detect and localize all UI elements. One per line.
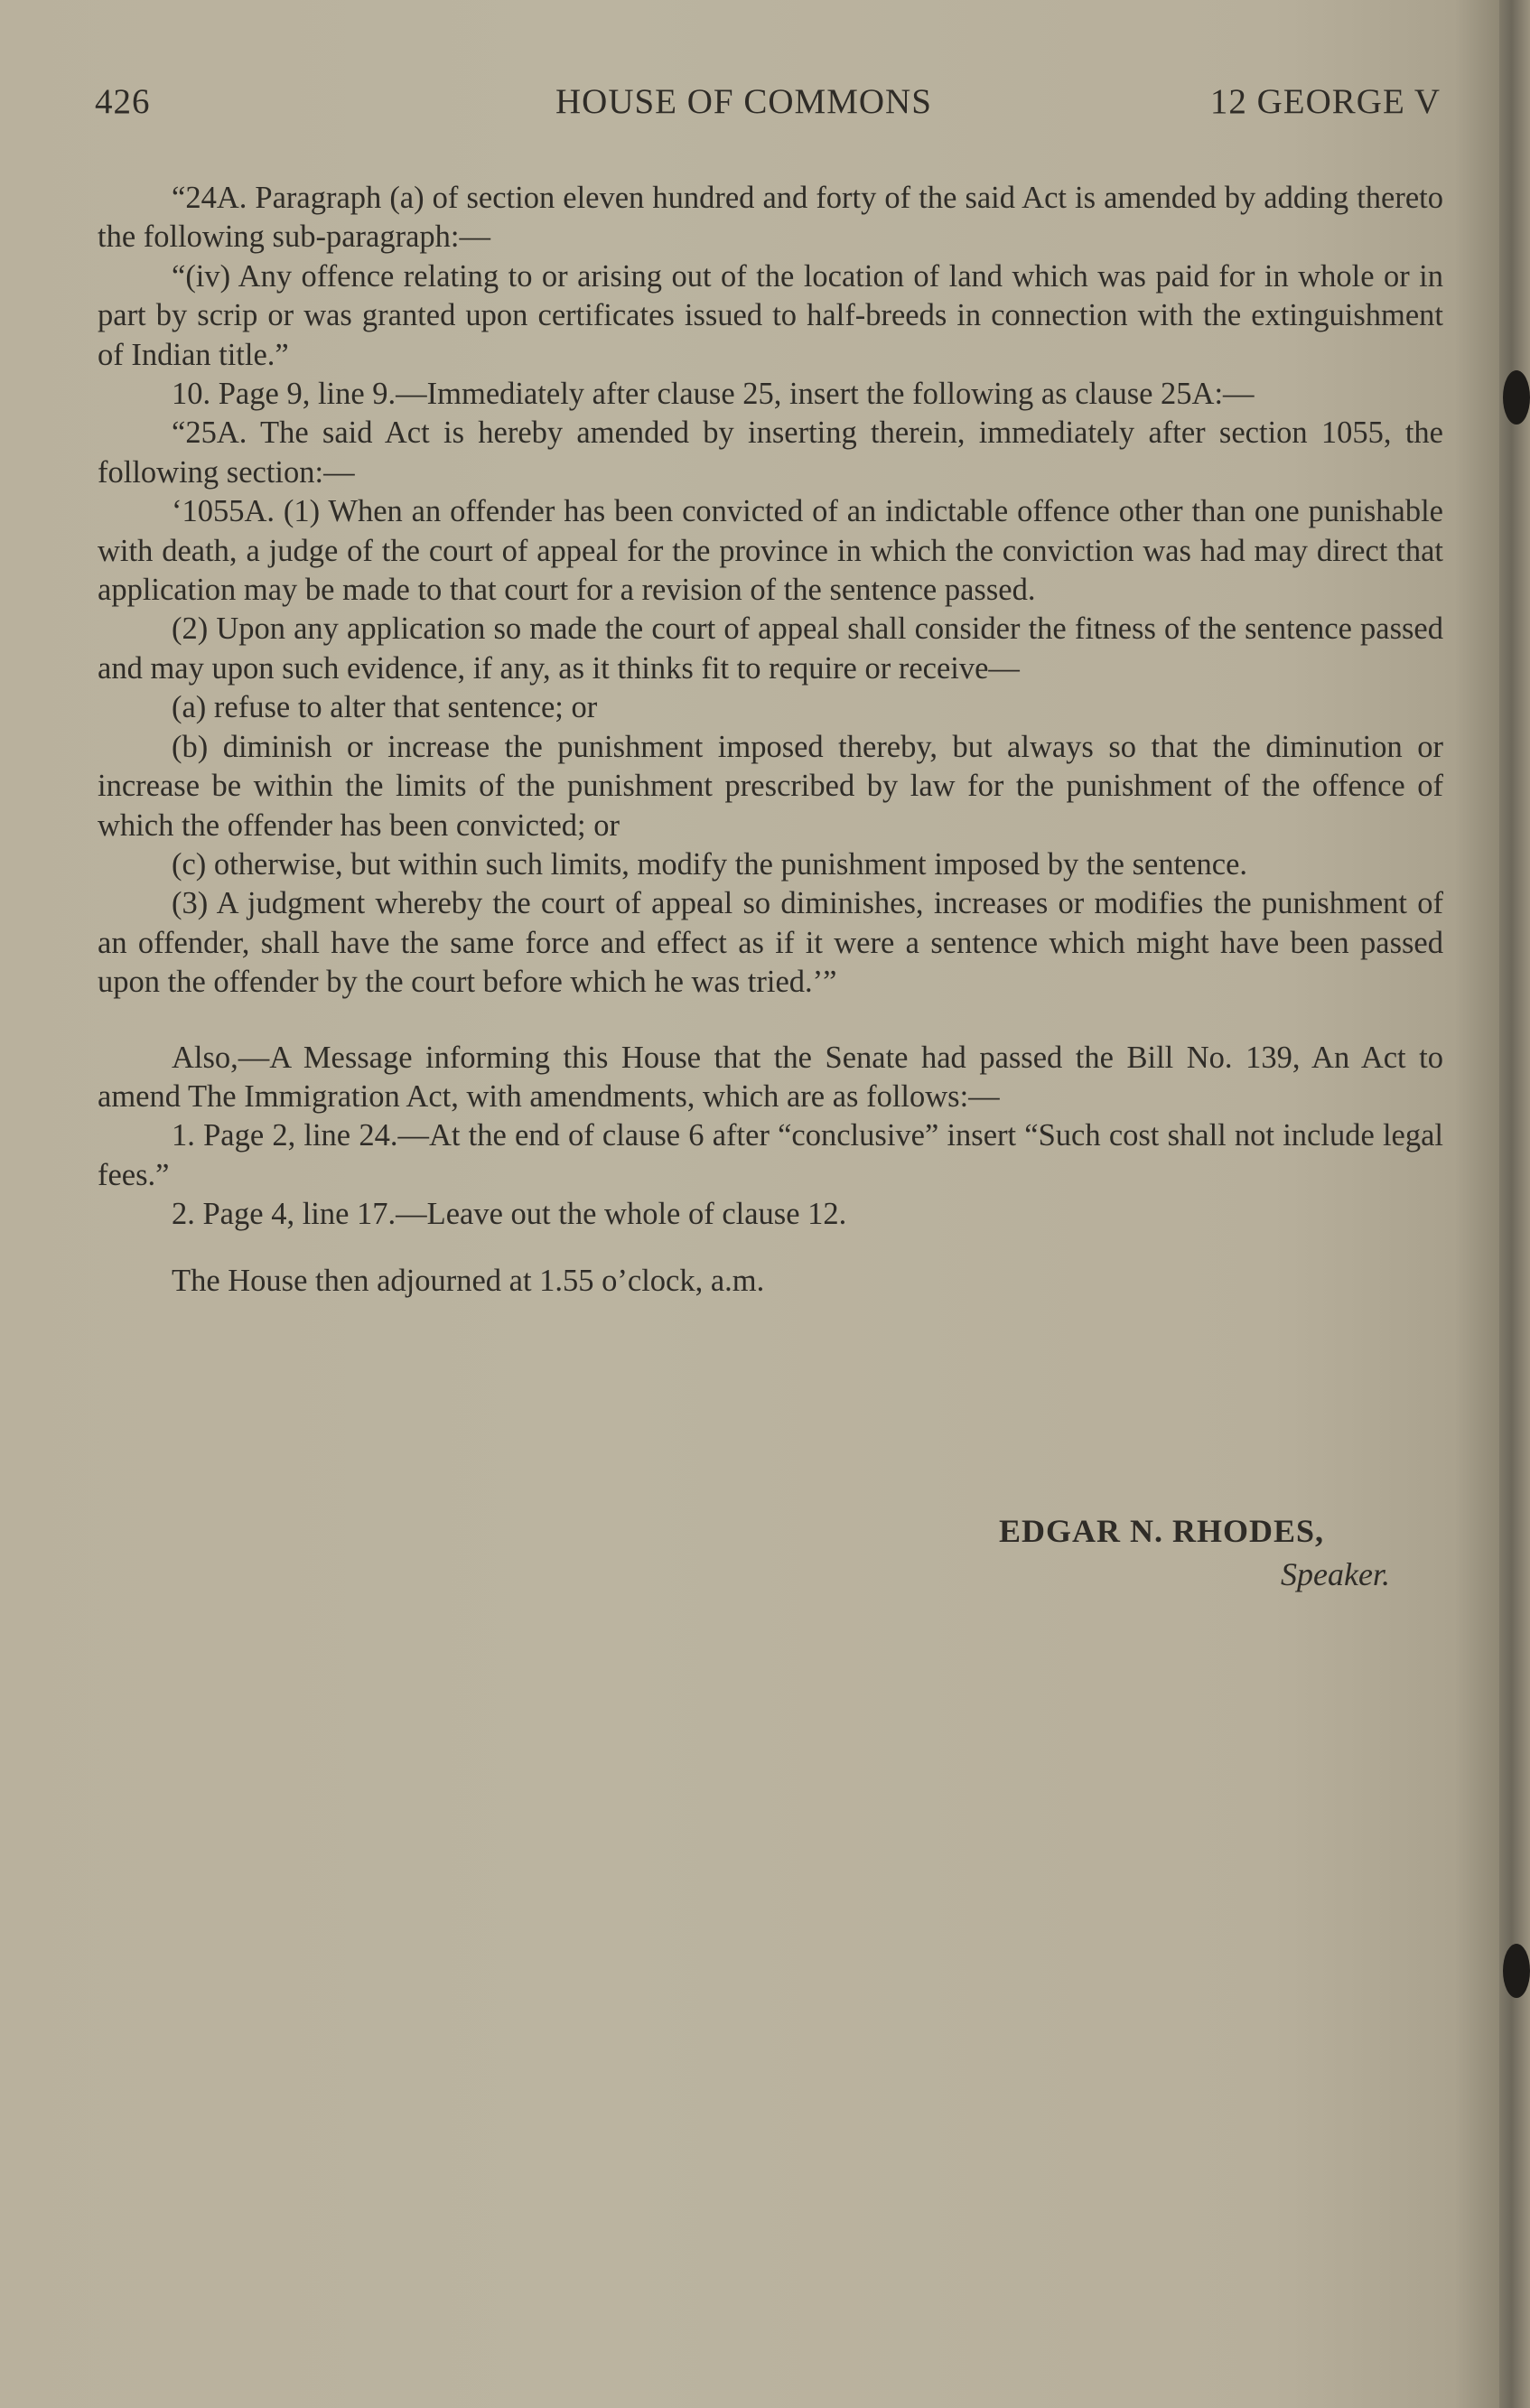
paragraph-clause-b: (b) diminish or increase the punishment imposed thereby, but always so that the diminution or increase be within the limits of the punishment prescribed by law for the punishment of the offence of which the offender has been convicted; or <box>98 729 1443 843</box>
page-binding-edge <box>1499 0 1530 2408</box>
page-header <box>95 81 1441 126</box>
paragraph-1055a: ‘1055A. (1) When an offender has been convicted of an indictable offence other than one punishable with death, a judge of the court of appeal for the province in which the conviction was had may direct that application may be made to that court for a revision of the sentence passed. <box>98 494 1443 608</box>
spacer <box>98 1003 1443 1039</box>
paragraph-senate-message: Also,—A Message informing this House that the Senate had passed the Bill No. 139, An Act to amend The Immigration Act, with amendments, which are as follows:— <box>98 1040 1443 1114</box>
signature-title: Speaker. <box>1281 1556 1390 1592</box>
paragraph-clause-c: (c) otherwise, but within such limits, modify the punishment imposed by the sentence. <box>172 846 1248 882</box>
reign-label: 12 GEORGE V <box>1209 82 1441 121</box>
paragraph-25a: “25A. The said Act is hereby amended by inserting therein, immediately after section 1055, the following section:— <box>98 415 1443 490</box>
binding-hole-bottom <box>1503 1944 1530 1998</box>
paragraph-amendment-2: 2. Page 4, line 17.—Leave out the whole of clause 12. <box>172 1197 847 1232</box>
paragraph-clause-a: (a) refuse to alter that sentence; or <box>172 690 598 725</box>
page-number: 426 <box>95 82 151 121</box>
page-title: HOUSE OF COMMONS <box>555 82 932 121</box>
paragraph-subsection-3: (3) A judgment whereby the court of appeal so diminishes, increases or modifies the punishment of an offender, shall have the same force and effect as if it were a sentence which might have been passed upon the offender by the court before which he was tried.’” <box>98 886 1443 1000</box>
paragraph-amendment-10: 10. Page 9, line 9.—Immediately after clause 25, insert the following as clause 25A:— <box>172 377 1255 412</box>
paragraph-iv: “(iv) Any offence relating to or arising out of the location of land which was paid for in whole or in part by scrip or was granted upon certificates issued to half-breeds in connection with the extinguishment of Indian title.” <box>98 258 1443 372</box>
paragraph-subsection-2: (2) Upon any application so made the court of appeal shall consider the fitness of the sentence passed and may upon such evidence, if any, as it thinks fit to require or receive— <box>98 611 1443 686</box>
document-body <box>98 179 1443 1301</box>
signature-name: EDGAR N. RHODES, <box>999 1513 1325 1549</box>
binding-hole-top <box>1503 370 1530 425</box>
spacer <box>98 1235 1443 1262</box>
paragraph-amendment-1: 1. Page 2, line 24.—At the end of clause 6 after “conclusive” insert “Such cost shall not include legal fees.” <box>98 1118 1443 1192</box>
paragraph-adjournment: The House then adjourned at 1.55 o’clock, a.m. <box>172 1263 765 1298</box>
paragraph-24a: “24A. Paragraph (a) of section eleven hundred and forty of the said Act is amended by adding thereto the following sub-paragraph:— <box>98 181 1443 255</box>
